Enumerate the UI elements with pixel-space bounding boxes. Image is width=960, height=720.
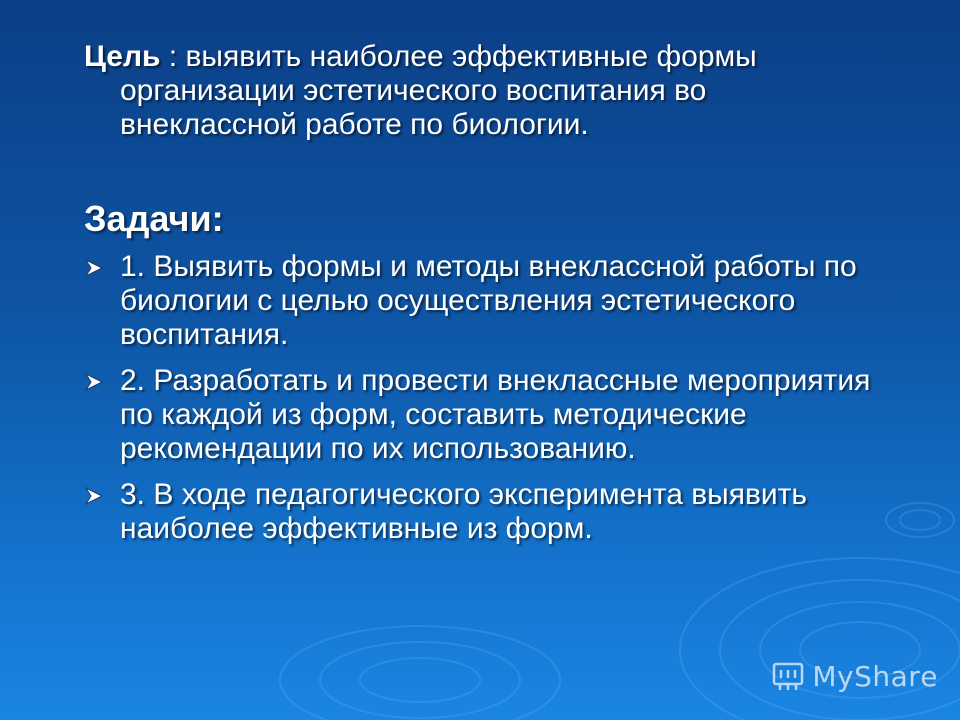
task-item-1 xyxy=(84,250,884,352)
goal-text: : выявить наиболее эффективные формы организации эстетического воспитания во внеклассной работе по биологии. xyxy=(120,40,757,141)
task-list xyxy=(84,250,884,546)
myshare-watermark xyxy=(770,658,938,694)
task-text-1: 1. Выявить формы и методы внеклассной работы по биологии с целью осуществления эстетического воспитания. xyxy=(120,250,857,351)
tasks-heading xyxy=(84,198,884,240)
task-text-2: 2. Разработать и провести внеклассные мероприятия по каждой из форм, составить методические рекомендации по их использованию. xyxy=(120,364,871,465)
arrow-bullet-icon xyxy=(84,258,104,278)
task-item-3 xyxy=(84,478,884,546)
arrow-bullet-icon xyxy=(84,372,104,392)
myshare-logo-icon xyxy=(770,658,806,694)
slide-content xyxy=(84,40,884,558)
tasks-heading-colon: : xyxy=(211,198,224,239)
arrow-bullet-icon xyxy=(84,486,104,506)
task-text-3: 3. В ходе педагогического эксперимента выявить наиболее эффективные из форм. xyxy=(120,478,808,545)
myshare-logo-text: MySharе xyxy=(812,659,938,693)
tasks-heading-text: Задачи xyxy=(84,198,212,239)
goal-label: Цель xyxy=(84,40,161,73)
goal-paragraph xyxy=(84,40,884,142)
task-item-2 xyxy=(84,364,884,466)
